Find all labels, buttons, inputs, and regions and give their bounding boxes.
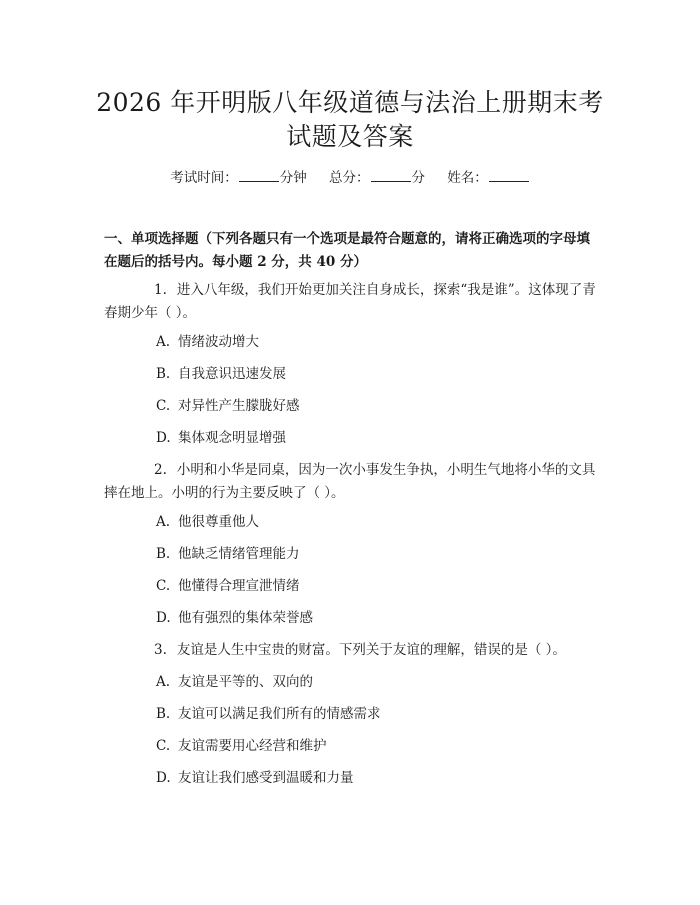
option-text: 友谊是平等的、双向的	[178, 674, 313, 690]
option-text: 集体观念明显增强	[178, 430, 286, 446]
question-number: 2.	[154, 462, 167, 478]
option-text: 他有强烈的集体荣誉感	[178, 610, 313, 626]
question-2	[104, 459, 600, 505]
question-1-option-a	[156, 332, 259, 352]
option-text: 他懂得合理宣泄情绪	[178, 578, 300, 594]
option-text: 他很尊重他人	[178, 514, 259, 530]
exam-time-blank	[239, 169, 279, 182]
question-1	[104, 279, 600, 325]
exam-title-line2: 试题及答案	[286, 122, 414, 151]
total-score-label: 总分：	[329, 170, 370, 186]
exam-time-label: 考试时间：	[170, 170, 238, 186]
option-letter: D.	[156, 430, 171, 446]
question-1-option-d	[156, 428, 286, 448]
section-heading: 一、单项选择题（下列各题只有一个选项是最符合题意的，请将正确选项的字母填在题后的括号内。每小题 2 分，共 40 分）	[104, 231, 590, 270]
question-3-option-d	[156, 768, 354, 788]
option-text: 他缺乏情绪管理能力	[178, 546, 300, 562]
question-2-option-d	[156, 608, 313, 628]
question-3-option-b	[156, 704, 381, 724]
option-letter: C.	[156, 738, 171, 754]
option-letter: C.	[156, 398, 171, 414]
question-3-option-c	[156, 736, 327, 756]
option-text: 自我意识迅速发展	[178, 366, 286, 382]
question-number: 3.	[154, 642, 167, 658]
option-text: 友谊可以满足我们所有的情感需求	[178, 706, 381, 722]
option-text: 对异性产生朦胧好感	[178, 398, 300, 414]
question-2-option-c	[156, 576, 300, 596]
exam-time-unit: 分钟	[279, 170, 307, 186]
student-name-blank	[489, 169, 529, 182]
option-letter: A.	[156, 334, 171, 350]
option-letter: D.	[156, 610, 171, 626]
question-3-option-a	[156, 672, 313, 692]
option-letter: D.	[156, 770, 171, 786]
exam-title-line1: 2026 年开明版八年级道德与法治上册期末考	[96, 88, 604, 117]
total-score-field	[329, 166, 425, 186]
option-text: 友谊需要用心经营和维护	[178, 738, 327, 754]
question-3	[104, 639, 600, 662]
option-letter: C.	[156, 578, 171, 594]
question-2-option-a	[156, 512, 259, 532]
option-text: 友谊让我们感受到温暖和力量	[178, 770, 354, 786]
total-score-blank	[371, 169, 411, 182]
question-text: 小明和小华是同桌，因为一次小事发生争执，小明生气地将小华的文具摔在地上。小明的行为主要反映了（ ）。	[104, 462, 596, 501]
option-letter: B.	[156, 706, 171, 722]
total-score-unit: 分	[411, 170, 425, 186]
option-text: 情绪波动增大	[178, 334, 259, 350]
exam-meta-line	[0, 166, 700, 186]
option-letter: B.	[156, 366, 171, 382]
question-text: 友谊是人生中宝贵的财富。下列关于友谊的理解，错误的是（ ）。	[176, 642, 566, 658]
student-name-field	[447, 166, 530, 186]
question-1-option-b	[156, 364, 286, 384]
question-number: 1.	[154, 282, 167, 298]
exam-time-field	[170, 166, 307, 186]
question-2-option-b	[156, 544, 300, 564]
question-1-option-c	[156, 396, 300, 416]
option-letter: A.	[156, 674, 171, 690]
student-name-label: 姓名：	[447, 170, 488, 186]
option-letter: A.	[156, 514, 171, 530]
option-letter: B.	[156, 546, 171, 562]
question-text: 进入八年级，我们开始更加关注自身成长，探索“我是谁”。这体现了青春期少年（ ）。	[104, 282, 596, 321]
